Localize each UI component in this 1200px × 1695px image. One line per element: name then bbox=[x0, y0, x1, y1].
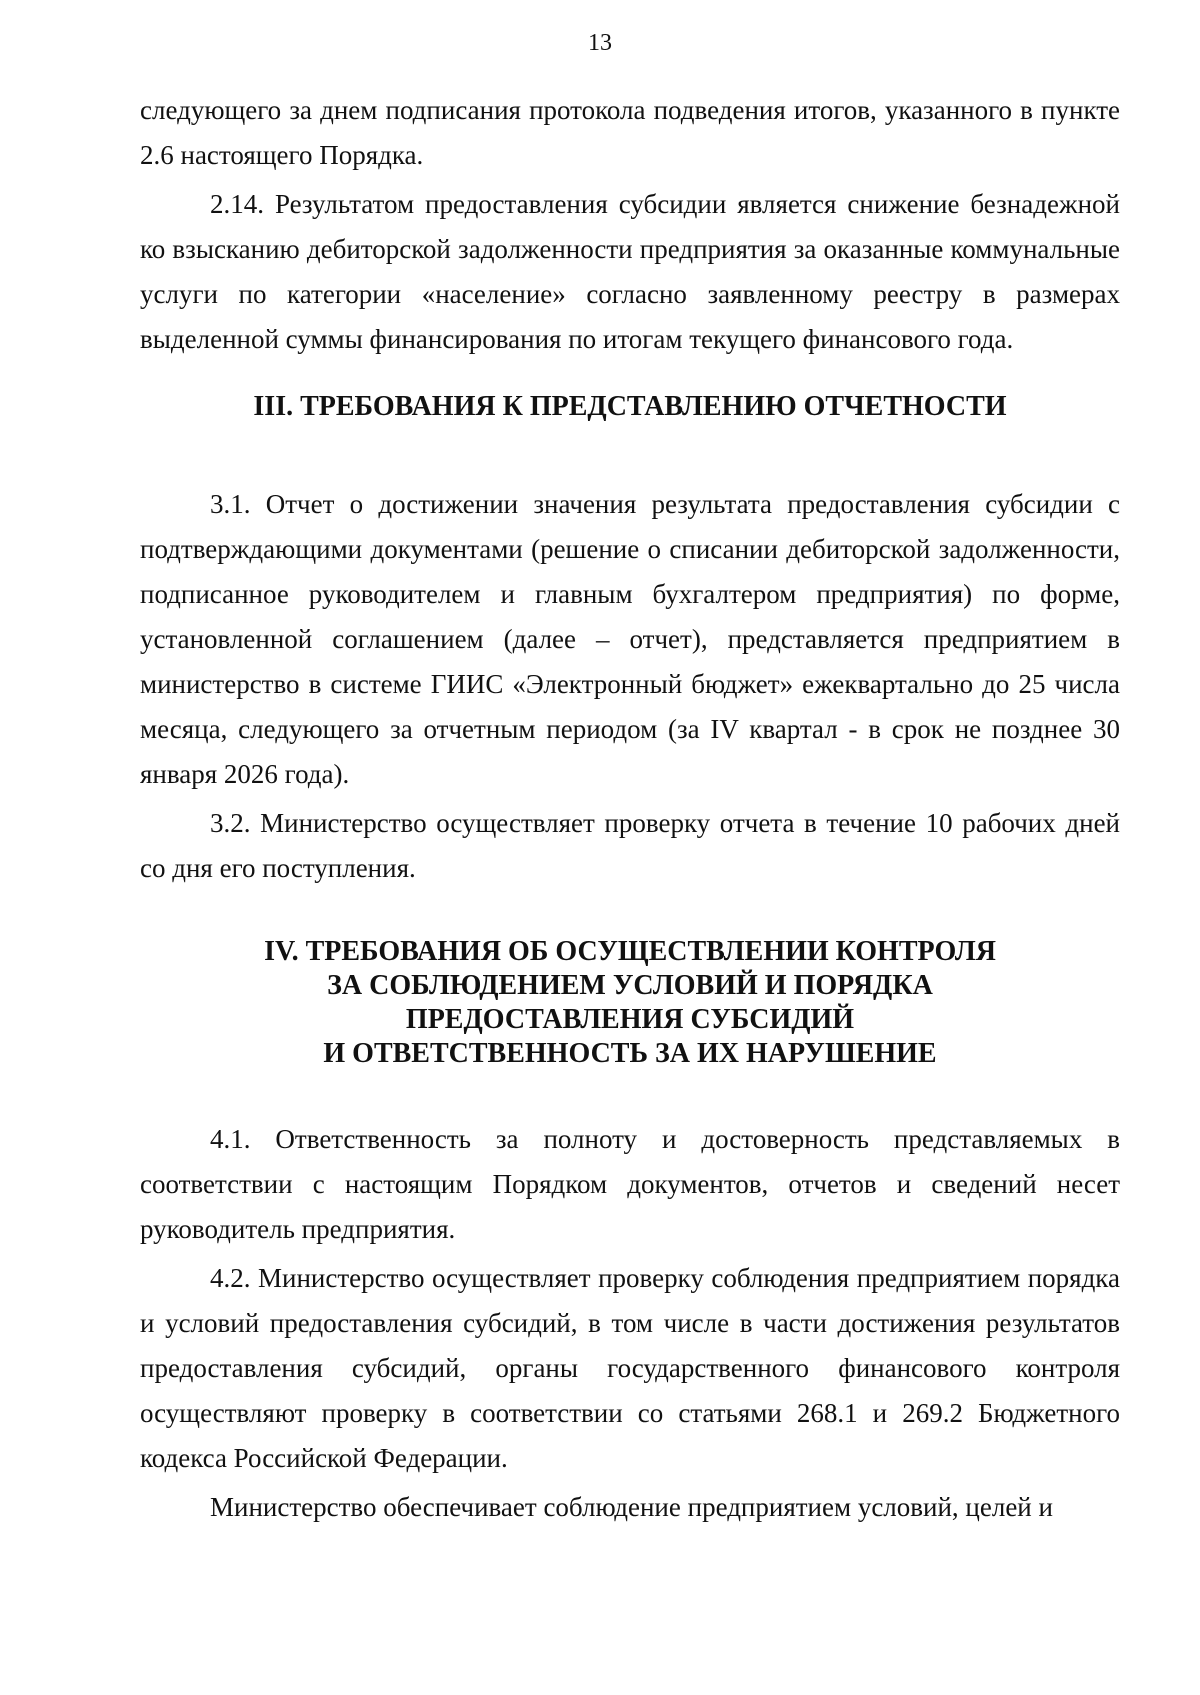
section-4-heading bbox=[140, 935, 1120, 1071]
paragraph-3-2: 3.2. Министерство осуществляет проверку отчета в течение 10 рабочих дней со дня его поступления. bbox=[140, 808, 1120, 883]
paragraph-4-2: 4.2. Министерство осуществляет проверку соблюдения предприятием порядка и условий предоставления субсидий, в том числе в части достижения результатов предоставления субсидий, органы государственного финансового контроля осуществляют проверку в соответствии со статьями 268.1 и 269.2 Бюджетного кодекса Российской Федерации. bbox=[140, 1263, 1120, 1473]
section-4-heading-line-1: IV. ТРЕБОВАНИЯ ОБ ОСУЩЕСТВЛЕНИИ КОНТРОЛЯ bbox=[264, 936, 996, 967]
paragraph-4-1: 4.1. Ответственность за полноту и достоверность представляемых в соответствии с настоящим Порядком документов, отчетов и сведений несет руководитель предприятия. bbox=[140, 1124, 1120, 1244]
page-number: 13 bbox=[588, 30, 612, 56]
paragraph-2-14: 2.14. Результатом предоставления субсидии является снижение безнадежной ко взысканию дебиторской задолженности предприятия за оказанные коммунальные услуги по категории «население» согласно заявленному реестру в размерах выделенной суммы финансирования по итогам текущего финансового года. bbox=[140, 189, 1120, 354]
section-3-heading: III. ТРЕБОВАНИЯ К ПРЕДСТАВЛЕНИЮ ОТЧЕТНОСТИ bbox=[253, 391, 1007, 422]
section-4-heading-line-3: ПРЕДОСТАВЛЕНИЯ СУБСИДИЙ bbox=[405, 1004, 855, 1035]
paragraph-4-3: Министерство обеспечивает соблюдение предприятием условий, целей и bbox=[210, 1492, 1053, 1522]
section-4-heading-line-4: И ОТВЕТСТВЕННОСТЬ ЗА ИХ НАРУШЕНИЕ bbox=[323, 1038, 937, 1069]
paragraph-3-1: 3.1. Отчет о достижении значения результата предоставления субсидии с подтверждающими документами (решение о списании дебиторской задолженности, подписанное руководителем и главным бухгалтером предприятия) по форме, установленной соглашением (далее – отчет), представляется предприятием в министерство в системе ГИИС «Электронный бюджет» ежеквартально до 25 числа месяца, следующего за отчетным периодом (за IV квартал - в срок не позднее 30 января 2026 года). bbox=[140, 489, 1120, 789]
document-body bbox=[140, 88, 1120, 1530]
paragraph-continuation: следующего за днем подписания протокола подведения итогов, указанного в пункте 2.6 настоящего Порядка. bbox=[140, 95, 1120, 170]
section-4-heading-line-2: ЗА СОБЛЮДЕНИЕМ УСЛОВИЙ И ПОРЯДКА bbox=[327, 970, 933, 1001]
